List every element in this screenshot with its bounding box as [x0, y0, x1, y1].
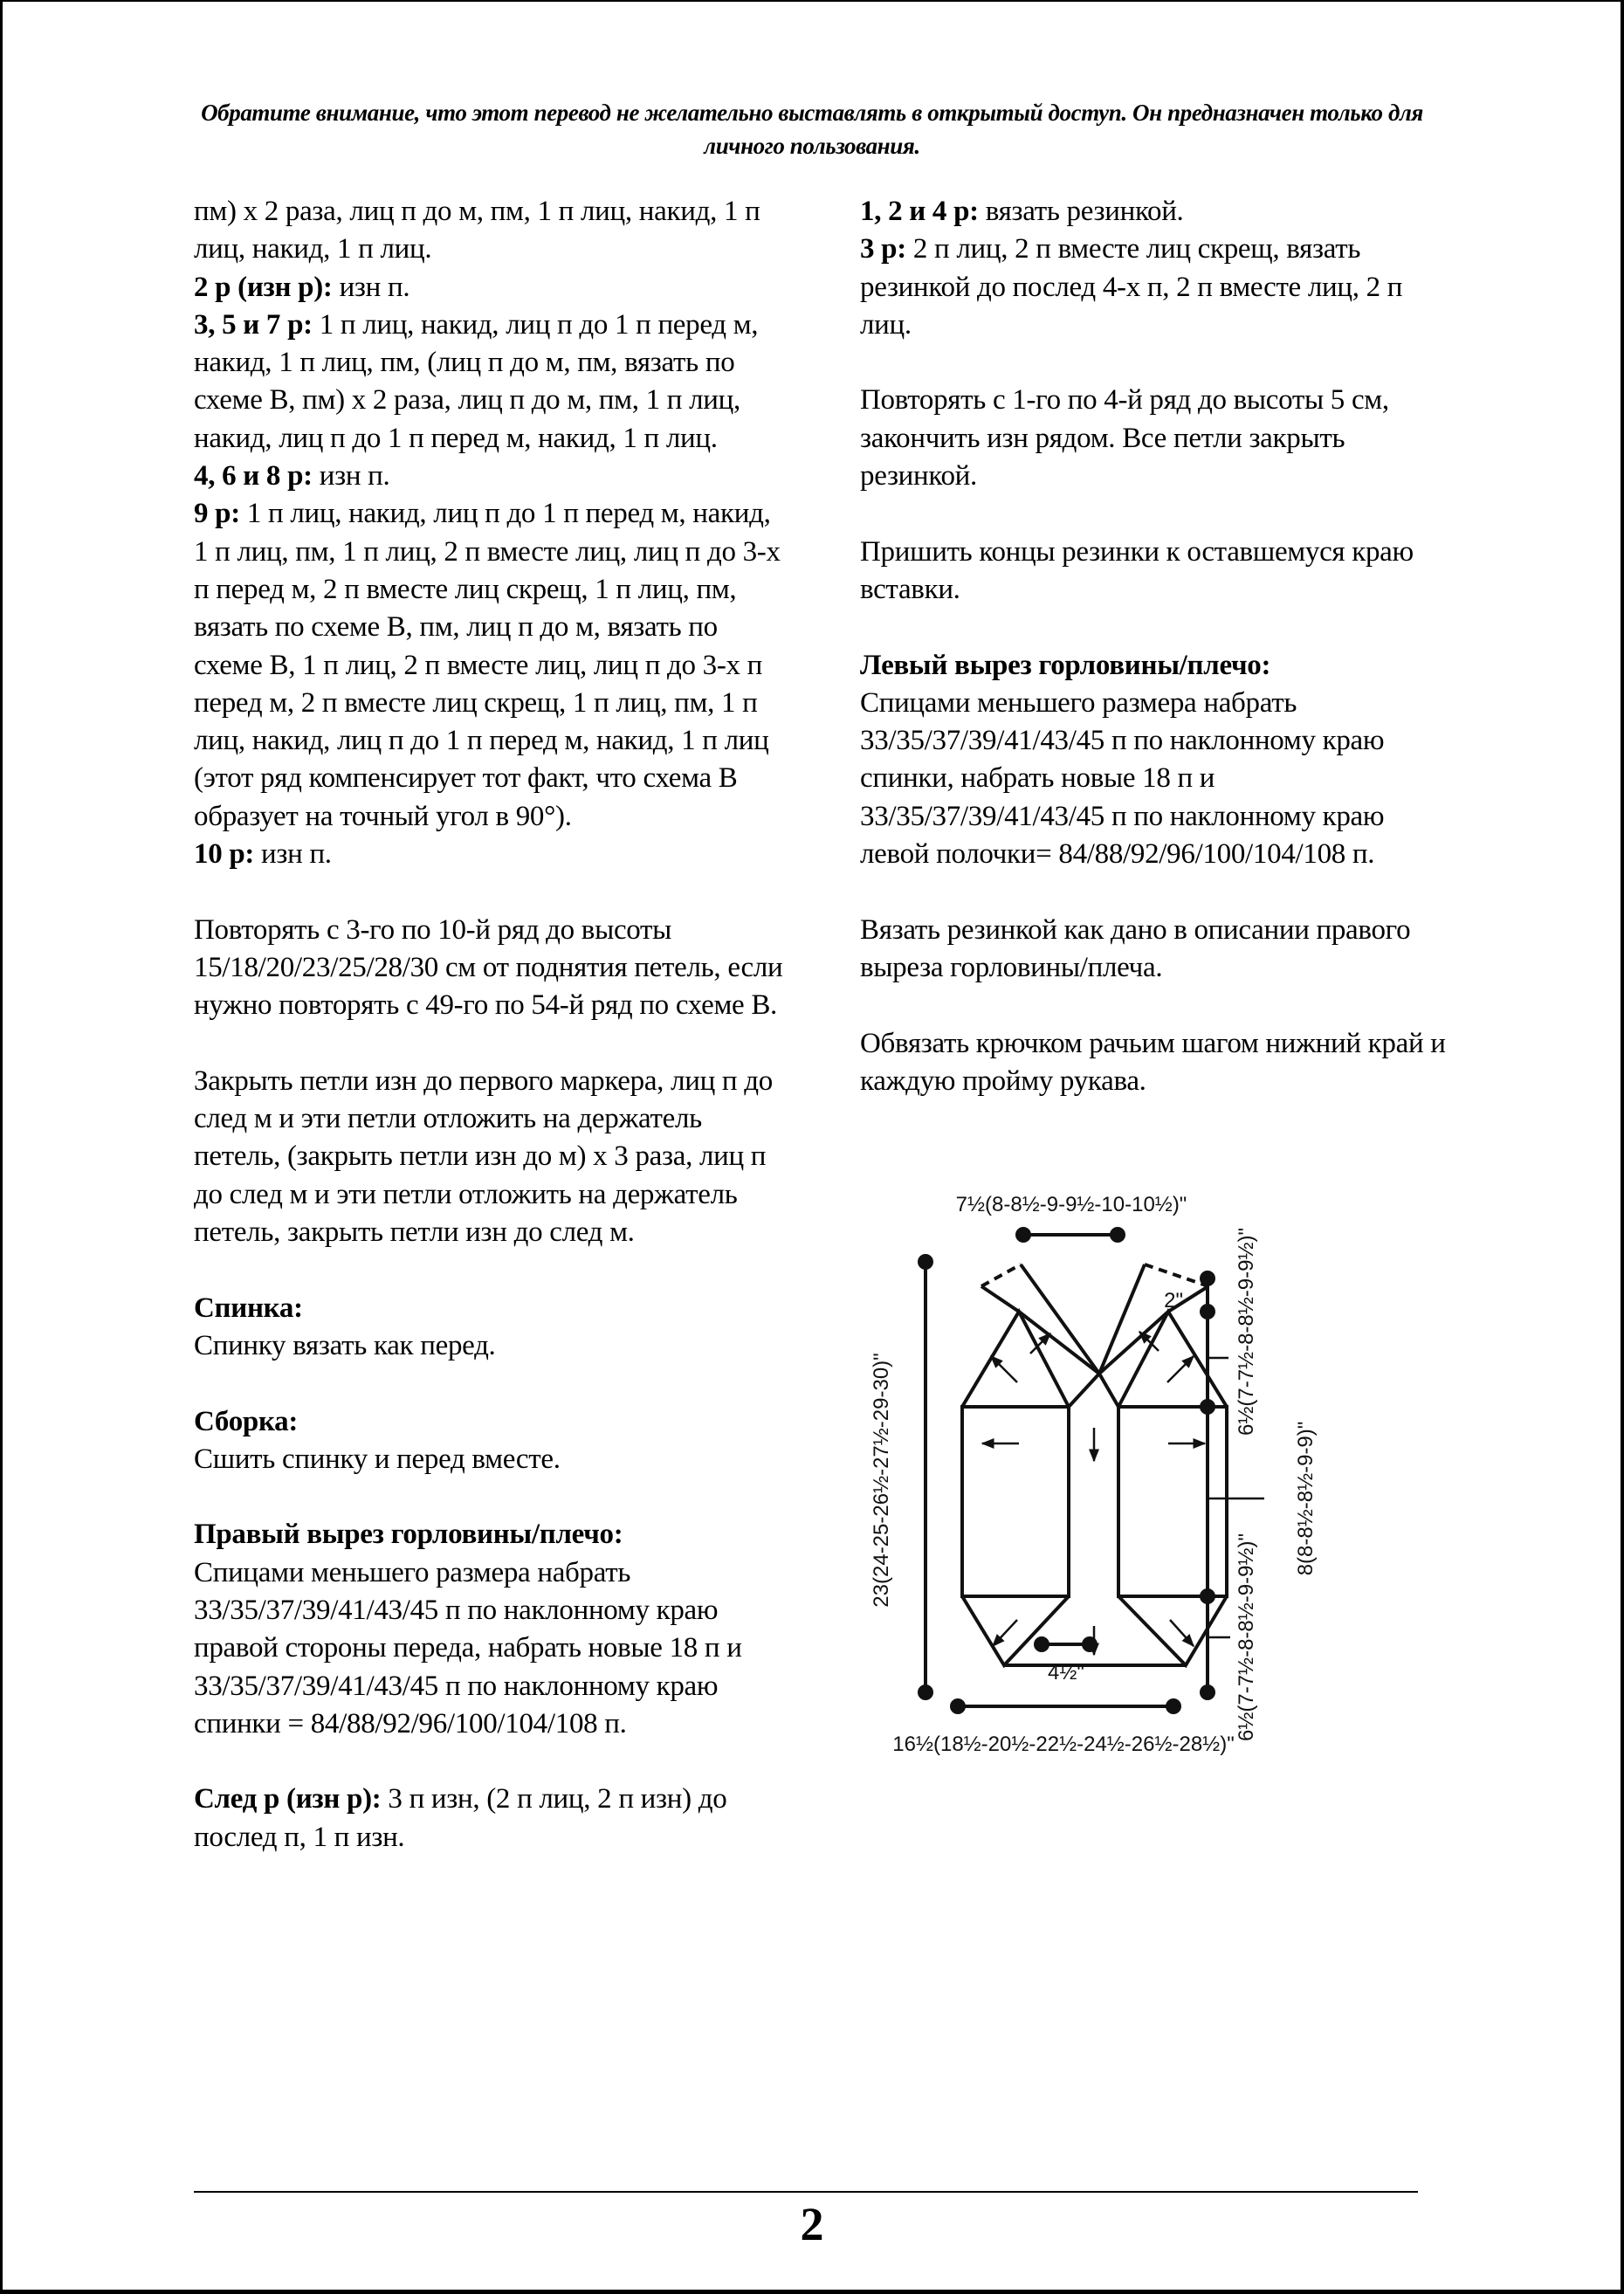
row-label: 4, 6 и 8 р: — [194, 460, 313, 493]
right-column — [860, 193, 1454, 1100]
paragraph-row1-continued: пм) х 2 раза, лиц п до м, пм, 1 п лиц, накид, 1 п лиц, накид, 1 п лиц. — [194, 196, 760, 265]
paragraph-left-neck: Спицами меньшего размера набрать 33/35/37/39/41/43/45 п по наклонному краю спинки, набрать новые 18 п и 33/35/37/39/41/43/45 п по наклонному краю левой полочки= 84/88/92/96/100/104/108 п. — [860, 686, 1385, 871]
paragraph-repeat: Повторять с 3-го по 10-й ряд до высоты 15/18/20/23/25/28/30 см от поднятия петель, если нужно повторять с 49-го по 54-й ряд по схеме В. — [194, 913, 783, 1022]
paragraph-row2: 2 р (изн р): изн п. — [194, 271, 410, 303]
paragraph-row468: 4, 6 и 8 р: изн п. — [194, 460, 390, 493]
privacy-notice: Обратите внимание, что этот перевод не желательно выставлять в открытый доступ. Он предназначен только для личного пользования. — [201, 100, 1423, 159]
section-heading-left-neck: Левый вырез горловины/плечо: — [860, 649, 1271, 681]
paragraph-row3: 3 р: 2 п лиц, 2 п вместе лиц скрещ, вязать резинкой до послед 4-х п, 2 п вместе лиц, 2 п лиц. — [860, 233, 1403, 341]
row-label: 3 р: — [860, 233, 906, 265]
dim-upper-section: 6½(7-7½-8-8½-9-9½)" — [1235, 1228, 1258, 1436]
paragraph-rib-as-given: Вязать резинкой как дано в описании правого выреза горловины/плеча. — [860, 913, 1411, 983]
vest-schematic-diagram — [851, 1166, 1445, 1777]
row-label: 9 р: — [194, 498, 240, 530]
arrow-down-left-icon — [993, 1620, 1017, 1646]
dim-band-depth: 2" — [1164, 1289, 1183, 1312]
paragraph-back: Спинку вязать как перед. — [194, 1329, 496, 1361]
paragraph-repeat-rib: Повторять с 1-го по 4-й ряд до высоты 5 см, закончить изн рядом. Все петли закрыть резинкой. — [860, 384, 1389, 493]
paragraph-bind-off: Закрыть петли изн до первого маркера, лиц п до след м и эти петли отложить на держатель петель, (закрыть петли изн до м) х 3 раза, лиц п до след м и эти петли отложить на держатель петель, закрыть петли изн до след м. — [194, 1064, 773, 1249]
row-label: След р (изн р): — [194, 1783, 382, 1815]
left-column — [194, 193, 788, 1857]
paragraph-row357: 3, 5 и 7 р: 1 п лиц, накид, лиц п до 1 п перед м, накид, 1 п лиц, пм, (лиц п до м, пм, вязать по схеме В, пм) х 2 раза, лиц п до м, пм, 1 п лиц, накид, лиц п до 1 п перед м, накид, 1 п лиц. — [194, 308, 759, 454]
dim-top-width: 7½(8-8½-9-9½-10-10½)" — [955, 1193, 1187, 1216]
row-label: 2 р (изн р): — [194, 271, 333, 303]
dim-middle-section: 8(8-8½-8½-9-9)" — [1294, 1421, 1318, 1576]
paragraph-sew-ends: Пришить концы резинки к оставшемуся краю вставки. — [860, 535, 1414, 605]
dim-lower-section: 6½(7-7½-8-8½-9-9½)" — [1235, 1533, 1258, 1741]
paragraph-row10: 10 р: изн п. — [194, 838, 332, 871]
section-heading-assembly: Сборка: — [194, 1405, 299, 1437]
arrow-up-right-icon — [1167, 1356, 1194, 1382]
section-heading-right-neck: Правый вырез горловины/плечо: — [194, 1519, 623, 1551]
paragraph-row9: 9 р: 1 п лиц, накид, лиц п до 1 п перед м, накид, 1 п лиц, пм, 1 п лиц, 2 п вместе лиц, лиц п до 3-х п перед м, 2 п вместе лиц скрещ, 1 п лиц, пм, вязать по схеме В, пм, лиц п до м, вязать по схеме В, 1 п лиц, 2 п вместе лиц, лиц п до 3-х п перед м, 2 п вместе лиц скрещ, 1 п лиц, пм, 1 п лиц, накид, лиц п до 1 п перед м, накид, 1 п лиц (этот ряд компенсирует тот факт, что схема В образует на точный угол в 90°). — [194, 498, 781, 832]
paragraph-crochet-edge: Обвязать крючком рачьим шагом нижний край и каждую пройму рукава. — [860, 1027, 1446, 1097]
row-label: 10 р: — [194, 838, 255, 871]
paragraph-next-row: След р (изн р): 3 п изн, (2 п лиц, 2 п изн) до послед п, 1 п изн. — [194, 1783, 727, 1853]
dim-total-length: 23(24-25-26½-27½-29-30)" — [870, 1353, 893, 1608]
dim-bottom-center: 4½" — [1048, 1661, 1084, 1684]
row-label: 1, 2 и 4 р: — [860, 196, 979, 227]
row-label: 3, 5 и 7 р: — [194, 308, 313, 341]
paragraph-right-neck: Спицами меньшего размера набрать 33/35/37/39/41/43/45 п по наклонному краю правой стороны переда, набрать новые 18 п и 33/35/37/39/41/43/45 п по наклонному краю спинки = 84/88/92/96/100/104/108 п. — [194, 1556, 742, 1739]
footer-divider — [194, 2191, 1418, 2193]
arrow-up-left-icon — [991, 1356, 1017, 1382]
page-number: 2 — [800, 2198, 824, 2250]
paragraph-assembly: Сшить спинку и перед вместе. — [194, 1443, 561, 1475]
section-heading-back: Спинка: — [194, 1292, 303, 1324]
paragraph-row124: 1, 2 и 4 р: вязать резинкой. — [860, 196, 1184, 227]
arrow-down-right-icon — [1170, 1620, 1194, 1646]
dim-bottom-width: 16½(18½-20½-22½-24½-26½-28½)" — [892, 1733, 1235, 1756]
